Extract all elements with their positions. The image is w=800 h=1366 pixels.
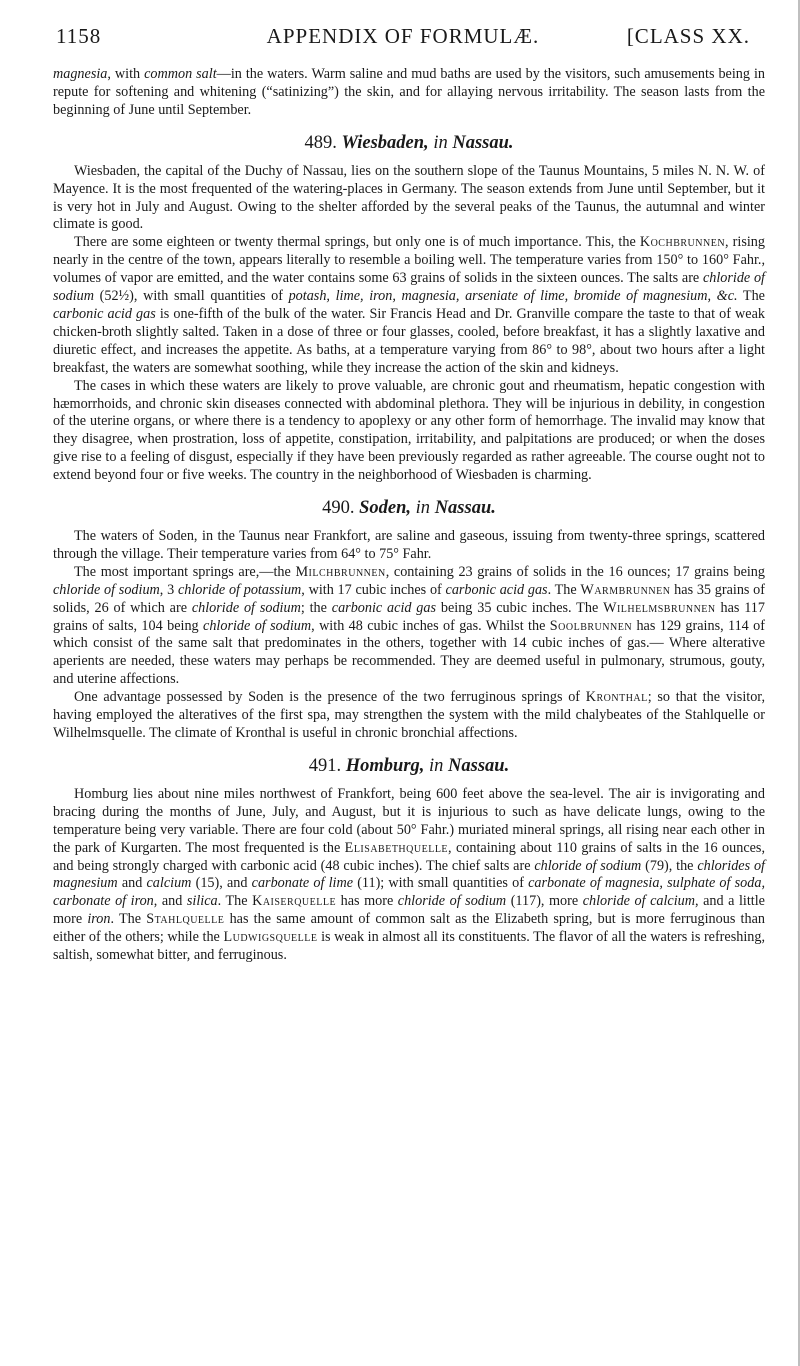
paragraph: Homburg lies about nine miles northwest of Frankfort, being 600 feet above the sea-level. The air is invigorating and bracing during the months of June, July, and August, but it is injurious to such as have delicate lungs, owing to the temperature being very variable. There are four cold (about 50° Fahr.) muriated mineral springs, all rising near each other in the park of Kurgarten. The most frequented is the Elisabethquelle, containing about 110 grains of salts in the 16 ounces, and being strongly charged with carbonic acid (48 cubic inches). The chief salts are chloride of sodium (79), the chlorides of magnesium and calcium (15), and carbonate of lime (11); with small quantities of carbonate of magnesia, sulphate of soda, carbonate of iron, and silica. The Kaiserquelle has more chloride of sodium (117), more chloride of calcium, and a little more iron. The Stahlquelle has the same amount of common salt as the Elizabeth spring, but is more ferruginous than either of the others; while the Ludwigsquelle is weak in almost all its constituents. The flavor of all the waters is refreshing, saltish, somewhat bitter, and ferruginous. [53, 785, 765, 964]
paragraph: The most important springs are,—the Milchbrunnen, containing 23 grains of solids in the 16 ounces; 17 grains being chloride of sodium, 3 chloride of potassium, with 17 cubic inches of carbonic acid gas. The Warmbrunnen has 35 grains of solids, 26 of which are chloride of sodium; the carbonic acid gas being 35 cubic inches. The Wilhelmsbrunnen has 117 grains of salts, 104 being chloride of sodium, with 48 cubic inches of gas. Whilst the Soolbrunnen has 129 grains, 114 of which consist of the same salt that predominates in the others, together with 14 cubic inches of gas.— Where alterative aperients are needed, these waters may perhaps be recommended. They are deemed useful in pulmonary, strumous, gouty, and uterine affections. [53, 563, 766, 688]
paragraph: Wiesbaden, the capital of the Duchy of Nassau, lies on the southern slope of the Taunus Mountains, 5 miles N. N. W. of Mayence. It is the most frequented of the watering-places in Germany. The season extends from June until September, but it is very hot in July and August. Owing to the shelter afforded by the several peaks of the Taunus, the autumnal and winter climate is good. [53, 162, 765, 233]
body-text [53, 66, 765, 965]
section-heading-489: 489. Wiesbaden, in Nassau. [304, 132, 514, 153]
continued-paragraph: magnesia, with common salt—in the waters. Warm saline and mud baths are used by the visitors, such amusements being in repute for softening and whitening (“satinizing”) the skin, and for allaying nervous irritability. The season lasts from the beginning of June until September. [53, 66, 765, 118]
paragraph: There are some eighteen or twenty thermal springs, but only one is of much importance. This, the Kochbrunnen, rising nearly in the centre of the town, appears literally to resemble a boiling well. The temperature varies from 150° to 160° Fahr., volumes of vapor are emitted, and the water contains some 63 grains of solids in the sixteen ounces. The salts are chloride of sodium (52½), with small quantities of potash, lime, iron, magnesia, arseniate of lime, bromide of magnesium, &c. The carbonic acid gas is one-fifth of the bulk of the water. Sir Francis Head and Dr. Granville compare the taste to that of weak chicken-broth slightly salted. Taken in a dose of three or four glasses, cooled, before breakfast, it has a slightly laxative and diuretic effect, and increases the appetite. As baths, at a temperature varying from 86° to 98°, about two hours after a light breakfast, the waters are somewhat soothing, while they increase the action of the skin and kidneys. [53, 234, 765, 376]
class-label: [CLASS XX. [626, 24, 750, 48]
paragraph: The cases in which these waters are likely to prove valuable, are chronic gout and rheumatism, hepatic congestion with hæmorrhoids, and chronic skin diseases connected with abdominal plethora. They will be injurious in debility, in congestion of the uterine organs, or where there is a tendency to apoplexy or any other form of hemorrhage. The invalid may know that they disagree, when prostration, loss of appetite, constipation, irritability, and palpitations are produced; or when the doses give rise to a feeling of disgust, especially if they have been previously regarded as rather agreeable. The course ought not to extend beyond four or five weeks. The country in the neighborhood of Wiesbaden is charming. [53, 377, 765, 484]
page-number: 1158 [56, 24, 102, 48]
section-heading-490: 490. Soden, in Nassau. [322, 498, 496, 519]
paragraph: The waters of Soden, in the Taunus near Frankfort, are saline and gaseous, issuing from twenty-three springs, scattered through the village. Their temperature varies from 64° to 75° Fahr. [53, 528, 765, 562]
running-title: APPENDIX OF FORMULÆ. [266, 24, 540, 48]
section-heading-491: 491. Homburg, in Nassau. [308, 755, 510, 776]
paragraph: One advantage possessed by Soden is the presence of the two ferruginous springs of Kronthal; so that the visitor, having employed the alteratives of the first spa, may strengthen the system with the mild chalybeates of the Stahlquelle or Wilhelmsquelle. The climate of Kronthal is useful in chronic bronchial affections. [53, 689, 765, 741]
